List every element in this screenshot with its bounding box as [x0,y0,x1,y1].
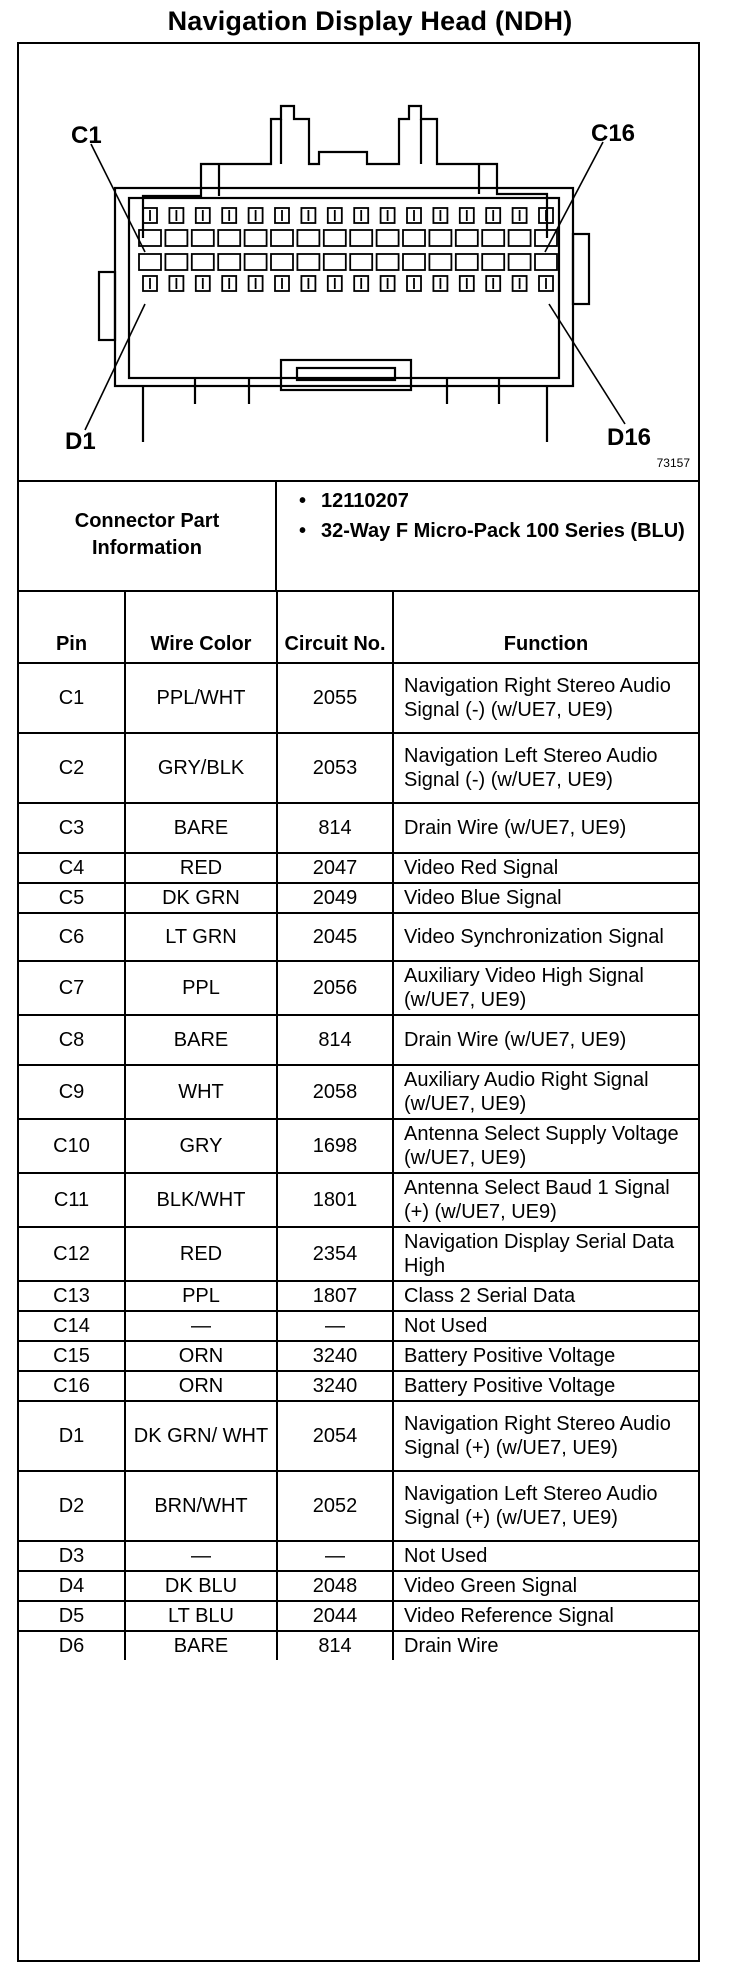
pin-cavity [218,230,240,246]
pin-cavity [271,230,293,246]
pin-cell: C2 [19,733,125,803]
pin-cavity [350,254,372,270]
circuit-cell: 2049 [277,883,393,913]
circuit-cell: 814 [277,803,393,853]
pin-label-d16: D16 [607,424,652,451]
wire-color-cell: RED [125,853,277,883]
pin-cell: C3 [19,803,125,853]
table-row [19,1015,698,1065]
function-cell: Not Used [393,1541,698,1571]
pin-cell: C11 [19,1173,125,1227]
circuit-cell: 2052 [277,1471,393,1541]
wire-color-cell: LT GRN [125,913,277,961]
table-header-row [19,590,698,663]
table-row [19,1227,698,1281]
wire-color-cell: — [125,1541,277,1571]
wire-color-cell: PPL [125,961,277,1015]
pin-cell: D3 [19,1541,125,1571]
header-circuit-no: Circuit No. [277,590,393,663]
table-row [19,1571,698,1601]
circuit-cell: 2058 [277,1065,393,1119]
function-cell: Antenna Select Baud 1 Signal (+) (w/UE7, UE9) [393,1173,698,1227]
table-row [19,1311,698,1341]
pin-cavity [403,254,425,270]
pin-cell: C7 [19,961,125,1015]
table-row [19,1281,698,1311]
wire-color-cell: BARE [125,803,277,853]
pin-cavity [509,254,531,270]
pin-cell: C4 [19,853,125,883]
pin-label-c1: C1 [71,122,102,149]
wire-color-cell: ORN [125,1371,277,1401]
pin-cell: D2 [19,1471,125,1541]
pin-cavity [324,254,346,270]
pin-cell: C13 [19,1281,125,1311]
connector-diagram [19,44,698,482]
function-cell: Drain Wire (w/UE7, UE9) [393,803,698,853]
table-row [19,1541,698,1571]
circuit-cell: 2055 [277,663,393,733]
circuit-cell: 2056 [277,961,393,1015]
circuit-cell: 814 [277,1015,393,1065]
function-cell: Antenna Select Supply Voltage (w/UE7, UE9) [393,1119,698,1173]
wire-color-cell: BARE [125,1631,277,1660]
function-cell: Navigation Display Serial Data High [393,1227,698,1281]
circuit-cell: 2354 [277,1227,393,1281]
header-wire-color: Wire Color [125,590,277,663]
wire-color-cell: RED [125,1227,277,1281]
pin-cavity [297,230,319,246]
pin-cell: D4 [19,1571,125,1601]
function-cell: Video Synchronization Signal [393,913,698,961]
circuit-cell: 2044 [277,1601,393,1631]
table-row [19,853,698,883]
table-row [19,913,698,961]
pin-cavity [165,254,187,270]
pin-cavity [218,254,240,270]
pin-cell: C8 [19,1015,125,1065]
pin-table [19,590,698,1660]
pin-cavity [245,254,267,270]
table-row [19,1471,698,1541]
wire-color-cell: PPL/WHT [125,663,277,733]
connector-face-drawing [19,44,698,480]
table-row [19,961,698,1015]
table-row [19,1631,698,1660]
table-row [19,733,698,803]
table-row [19,1601,698,1631]
wire-color-cell: — [125,1311,277,1341]
header-function: Function [393,590,698,663]
pin-cell: C10 [19,1119,125,1173]
wire-color-cell: BARE [125,1015,277,1065]
pin-cavity [456,254,478,270]
pin-cell: C9 [19,1065,125,1119]
connector-part-info-label: Connector Part Information [19,480,277,590]
table-row [19,803,698,853]
circuit-cell: 2047 [277,853,393,883]
pin-cell: D1 [19,1401,125,1471]
pin-cavity [429,254,451,270]
pin-cell: C1 [19,663,125,733]
pin-cavity [192,254,214,270]
table-row [19,1341,698,1371]
pin-cavity [245,230,267,246]
pin-cell: C14 [19,1311,125,1341]
circuit-cell: — [277,1311,393,1341]
wire-color-cell: DK GRN [125,883,277,913]
function-cell: Navigation Left Stereo Audio Signal (-) (w/UE7, UE9) [393,733,698,803]
wire-color-cell: ORN [125,1341,277,1371]
wire-color-cell: LT BLU [125,1601,277,1631]
pin-cavity [297,254,319,270]
wire-color-cell: PPL [125,1281,277,1311]
function-cell: Navigation Right Stereo Audio Signal (+) (w/UE7, UE9) [393,1401,698,1471]
pin-cavity [271,254,293,270]
pin-cavity [535,254,557,270]
pin-cavity [429,230,451,246]
circuit-cell: 2045 [277,913,393,961]
function-cell: Not Used [393,1311,698,1341]
pin-cell: C6 [19,913,125,961]
pin-cell: D5 [19,1601,125,1631]
pin-cavity [456,230,478,246]
wire-color-cell: BLK/WHT [125,1173,277,1227]
table-row [19,1371,698,1401]
pin-label-c16: C16 [591,120,636,147]
connector-part-info-list [297,488,687,548]
function-cell: Battery Positive Voltage [393,1371,698,1401]
table-row [19,1065,698,1119]
pin-cavity [377,254,399,270]
table-row [19,663,698,733]
circuit-cell: 1801 [277,1173,393,1227]
pin-cavity [482,254,504,270]
circuit-cell: 2048 [277,1571,393,1601]
circuit-cell: — [277,1541,393,1571]
circuit-cell: 3240 [277,1371,393,1401]
table-row [19,1401,698,1471]
function-cell: Drain Wire [393,1631,698,1660]
pin-cavity [509,230,531,246]
connector-part-info [19,480,698,592]
connector-type: • 32-Way F Micro-Pack 100 Series (BLU) [297,518,687,544]
pin-cavity [377,230,399,246]
wire-color-cell: WHT [125,1065,277,1119]
wire-color-cell: GRY [125,1119,277,1173]
header-pin: Pin [19,590,125,663]
pin-cell: C16 [19,1371,125,1401]
wire-color-cell: DK GRN/ WHT [125,1401,277,1471]
wire-color-cell: GRY/BLK [125,733,277,803]
function-cell: Drain Wire (w/UE7, UE9) [393,1015,698,1065]
function-cell: Video Red Signal [393,853,698,883]
figure-number: 73157 [656,456,690,470]
pin-label-d1: D1 [65,428,96,455]
circuit-cell: 2053 [277,733,393,803]
pin-cell: C15 [19,1341,125,1371]
function-cell: Video Blue Signal [393,883,698,913]
pin-cavity [403,230,425,246]
wire-color-cell: BRN/WHT [125,1471,277,1541]
pin-cavity [192,230,214,246]
function-cell: Video Green Signal [393,1571,698,1601]
pin-cavity [139,254,161,270]
circuit-cell: 1807 [277,1281,393,1311]
circuit-cell: 814 [277,1631,393,1660]
page-title: Navigation Display Head (NDH) [167,6,573,36]
function-cell: Auxiliary Audio Right Signal (w/UE7, UE9) [393,1065,698,1119]
pin-cavity [324,230,346,246]
function-cell: Class 2 Serial Data [393,1281,698,1311]
table-row [19,1119,698,1173]
circuit-cell: 1698 [277,1119,393,1173]
pin-cavity [482,230,504,246]
pin-cavity [165,230,187,246]
function-cell: Navigation Left Stereo Audio Signal (+) (w/UE7, UE9) [393,1471,698,1541]
function-cell: Navigation Right Stereo Audio Signal (-) (w/UE7, UE9) [393,663,698,733]
pin-cell: C12 [19,1227,125,1281]
pin-cavity [350,230,372,246]
table-row [19,883,698,913]
pin-cell: C5 [19,883,125,913]
function-cell: Video Reference Signal [393,1601,698,1631]
function-cell: Auxiliary Video High Signal (w/UE7, UE9) [393,961,698,1015]
wire-color-cell: DK BLU [125,1571,277,1601]
table-row [19,1173,698,1227]
connector-sheet [17,42,700,1962]
pin-cell: D6 [19,1631,125,1660]
circuit-cell: 3240 [277,1341,393,1371]
part-number: • 12110207 [297,488,687,514]
function-cell: Battery Positive Voltage [393,1341,698,1371]
circuit-cell: 2054 [277,1401,393,1471]
